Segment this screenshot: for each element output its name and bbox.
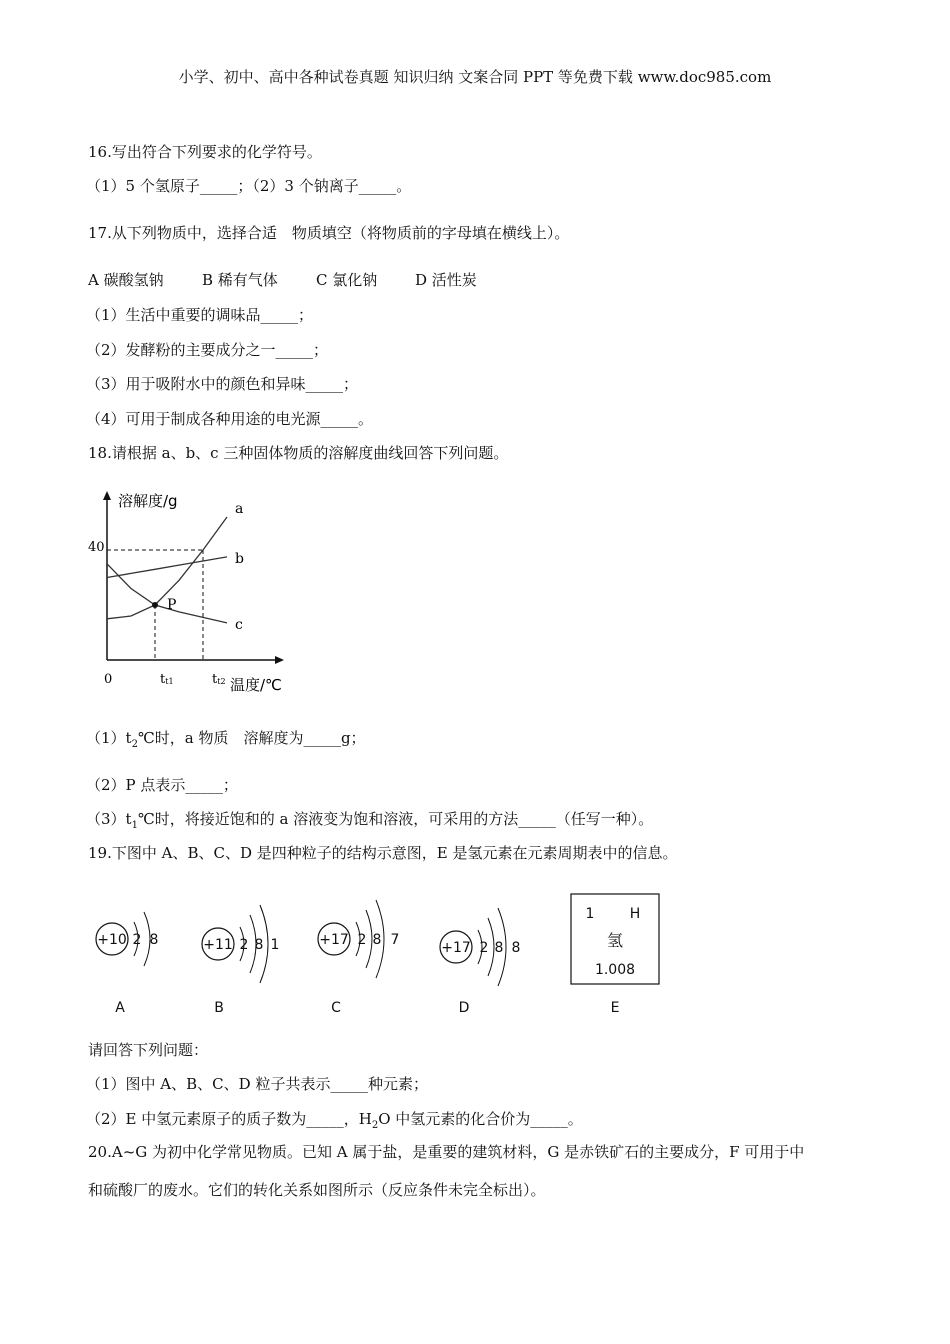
solubility-chart bbox=[80, 485, 295, 700]
svg-text:8: 8 bbox=[254, 937, 264, 953]
atom-c-label: C bbox=[331, 1000, 341, 1016]
atom-d-label: D bbox=[458, 1000, 470, 1016]
q19-item-2: （2）E 中氢元素原子的质子数为_____，$H_2O$ 中氢元素的化合价为_____。 bbox=[86, 1110, 583, 1131]
q18-item-3: $(3)t_1℃$时，将接近饱和的 a 溶液变为饱和溶液，可采用的方法_____（任写一种）。 bbox=[86, 810, 654, 831]
svg-text:8: 8 bbox=[511, 940, 521, 956]
series-c-label: c bbox=[235, 616, 243, 633]
svg-text:氢: 氢 bbox=[606, 931, 624, 950]
point-p-label: P bbox=[167, 597, 177, 613]
q16-line1: （1）5 个氢原子_____；（2）3 个钠离子_____。 bbox=[86, 177, 412, 195]
atom-a bbox=[96, 912, 158, 1016]
svg-text:7: 7 bbox=[390, 932, 400, 948]
q18-item-2: （2）P 点表示_____； bbox=[86, 776, 238, 794]
svg-text:1: 1 bbox=[270, 937, 280, 953]
q20-line2: 和硫酸厂的废水。它们的转化关系如图所示（反应条件未完全标出）。 bbox=[88, 1181, 546, 1199]
svg-text:2: 2 bbox=[239, 937, 249, 953]
q17-item-1: （1）生活中重要的调味品_____； bbox=[86, 306, 314, 324]
element-card-e bbox=[571, 894, 659, 1016]
q17-item-2: （2）发酵粉的主要成分之一_____； bbox=[86, 341, 329, 359]
q19-stem: 19.下图中 A、B、C、D 是四种粒子的结构示意图，E 是氢元素在元素周期表中的信息。 bbox=[88, 844, 678, 862]
atom-b bbox=[202, 905, 279, 1016]
y-tick-40: 40 bbox=[88, 540, 105, 555]
element-e-label: E bbox=[610, 1000, 620, 1016]
q17-option-a: A 碳酸氢钠 bbox=[88, 271, 164, 289]
series-b-line bbox=[107, 557, 227, 578]
series-a-label: a bbox=[235, 501, 244, 517]
x-axis-arrow bbox=[275, 656, 284, 664]
svg-text:8: 8 bbox=[372, 932, 382, 948]
svg-text:+17: +17 bbox=[319, 932, 349, 948]
q19-prompt: 请回答下列问题： bbox=[88, 1041, 209, 1059]
svg-text:1.008: 1.008 bbox=[594, 962, 636, 978]
svg-text:2: 2 bbox=[357, 932, 367, 948]
atom-c bbox=[318, 900, 399, 1016]
q17-item-3: （3）用于吸附水中的颜色和异味_____； bbox=[86, 375, 359, 393]
svg-text:1: 1 bbox=[585, 906, 595, 922]
y-axis-label: 溶解度/g bbox=[118, 492, 178, 510]
q19-item-1: （1）图中 A、B、C、D 粒子共表示_____种元素； bbox=[86, 1075, 428, 1093]
atom-d bbox=[440, 908, 520, 1016]
atom-b-label: B bbox=[214, 1000, 224, 1016]
svg-text:8: 8 bbox=[149, 932, 159, 948]
atom-structure-diagrams bbox=[84, 884, 684, 1019]
series-b-label: b bbox=[235, 550, 244, 567]
q17-option-c: C 氯化钠 bbox=[316, 271, 378, 289]
svg-text:+10: +10 bbox=[97, 932, 127, 948]
q20-line1: 20.A~G 为初中化学常见物质。已知 A 属于盐，是重要的建筑材料，G 是赤铁矿石的主要成分，F 可用于中 bbox=[88, 1143, 805, 1161]
q17-stem: 17.从下列物质中，选择合适 物质填空（将物质前的字母填在横线上）。 bbox=[88, 224, 570, 242]
x-tick-t2: tt2 bbox=[212, 672, 226, 687]
q18-item-1: $(1)t_2℃$时，a 物质 溶解度为_____g； bbox=[86, 729, 366, 750]
svg-text:H: H bbox=[629, 906, 641, 922]
q17-option-b: B 稀有气体 bbox=[202, 271, 278, 289]
svg-text:8: 8 bbox=[494, 940, 504, 956]
y-axis-arrow bbox=[103, 491, 111, 500]
point-p bbox=[152, 602, 158, 608]
x-tick-t1: tt1 bbox=[160, 672, 174, 687]
origin-label: 0 bbox=[104, 672, 113, 687]
q16-stem: 16.写出符合下列要求的化学符号。 bbox=[88, 143, 322, 161]
q18-stem: 18.请根据 a、b、c 三种固体物质的溶解度曲线回答下列问题。 bbox=[88, 444, 509, 462]
chart-plot-area bbox=[107, 501, 244, 660]
atom-a-label: A bbox=[115, 1000, 125, 1016]
page-header: 小学、初中、高中各种试卷真题 知识归纳 文案合同 PPT 等免费下载 www.doc985.com bbox=[178, 68, 772, 86]
svg-text:2: 2 bbox=[479, 940, 489, 956]
svg-text:2: 2 bbox=[132, 932, 142, 948]
x-axis-label: 温度/℃ bbox=[230, 676, 282, 694]
q17-item-4: （4）可用于制成各种用途的电光源_____。 bbox=[86, 410, 374, 428]
svg-text:+11: +11 bbox=[203, 937, 233, 953]
q17-option-d: D 活性炭 bbox=[415, 271, 477, 289]
svg-text:+17: +17 bbox=[441, 940, 471, 956]
